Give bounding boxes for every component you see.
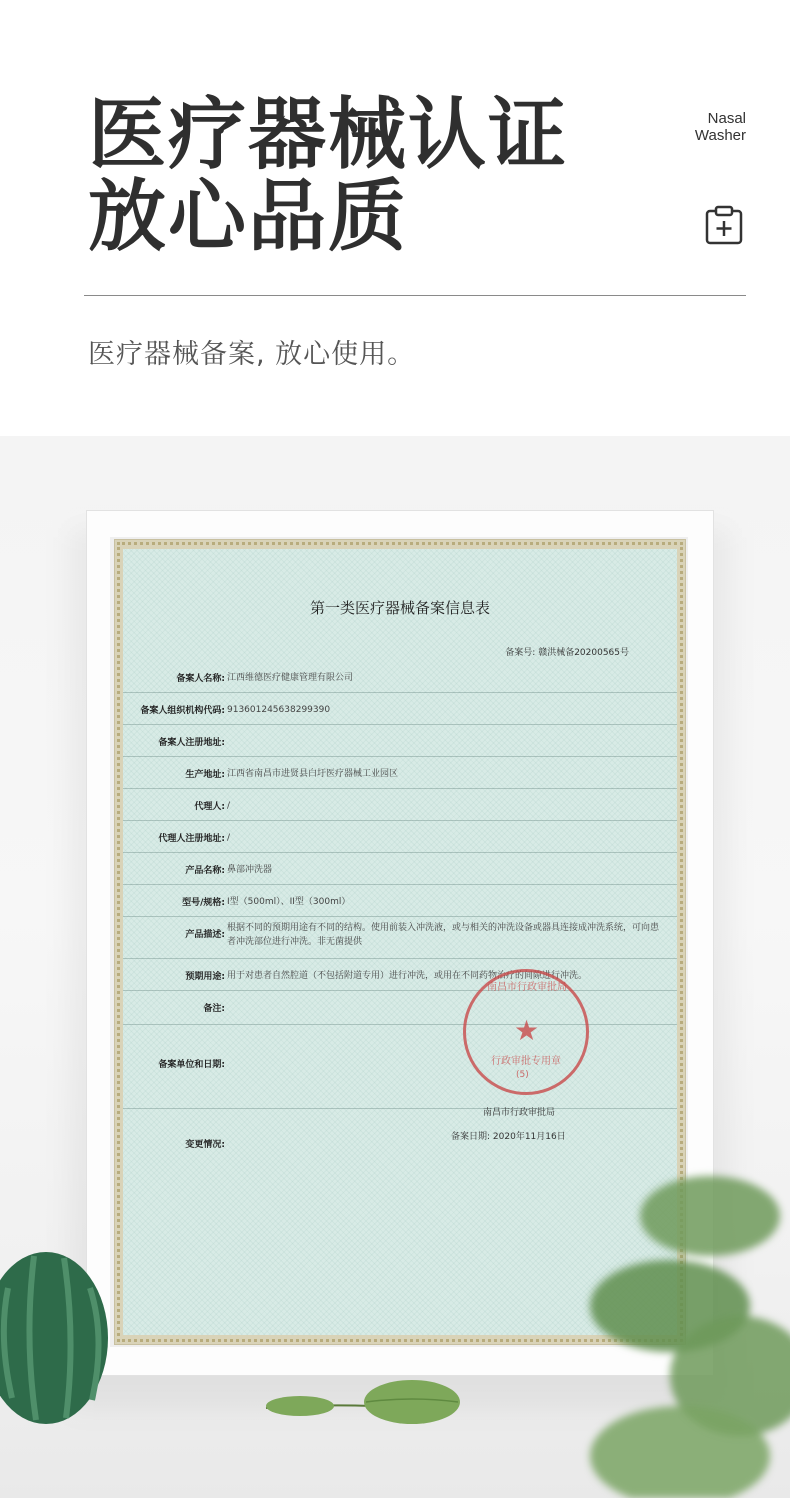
table-row [123,725,677,757]
page-title-line-1: 医疗器械认证 [88,90,569,180]
row-label: 生产地址: [185,770,225,780]
record-number-value: 赣洪械备20200565号 [538,648,629,658]
row-label: 变更情况: [185,1140,225,1150]
table-row [123,789,677,821]
row-label: 备案人组织机构代码: [140,706,225,716]
row-value: / [227,801,231,811]
row-label: 备案人名称: [176,674,225,684]
table-row [123,821,677,853]
row-value: I型（500ml）、II型（300ml） [227,897,351,907]
official-seal [463,969,589,1095]
seal-star-icon: ★ [514,1014,540,1047]
table-row [123,757,677,789]
table-row [123,959,677,991]
row-value: 913601245638299390 [227,705,331,715]
row-label: 产品名称: [185,866,225,876]
seal-bottom-text: 行政审批专用章 [491,1056,561,1067]
row-label: 备案单位和日期: [158,1060,225,1070]
page-title-line-2: 放心品质 [88,172,409,262]
certificate-title: 第一类医疗器械备案信息表 [309,599,490,617]
table-row [123,917,677,959]
row-label: 代理人: [194,802,225,812]
seal-number: (5) [516,1070,529,1080]
certificate-photo-scene [0,436,790,1498]
green-vase [0,1228,112,1424]
table-row [123,991,677,1025]
header-divider [84,295,746,296]
row-value: 江西维德医疗健康管理有限公司 [227,673,354,683]
table-row [123,661,677,693]
row-label: 备案人注册地址: [158,738,225,748]
record-number [505,645,629,658]
table-row [123,693,677,725]
table-row [123,885,677,917]
record-date-value: 2020年11月16日 [492,1132,566,1142]
row-label: 型号/规格: [182,898,225,908]
table-row [123,853,677,885]
record-date-label: 备案日期: [451,1132,491,1142]
row-value: / [227,833,231,843]
brand-name-line-1: Nasal [707,110,746,127]
row-value: 用于对患者自然腔道（不包括附道专用）进行冲洗，或用在不同药物治疗的间隙进行冲洗。 [227,971,588,981]
record-date [451,1129,566,1142]
row-label: 预期用途: [185,972,225,982]
table-row [123,1025,677,1109]
medical-clipboard-icon [704,204,744,246]
brand-name-line-2: Washer [694,127,746,144]
subtitle: 医疗器械备案, 放心使用。 [88,339,416,370]
row-label: 产品描述: [185,930,225,940]
approving-authority: 南昌市行政审批局 [483,1108,556,1118]
row-value: 根据不同的预期用途有不同的结构。使用前装入冲洗液，或与相关的冲洗设备或器具连接成冲洗系统，可向患者冲洗部位进行冲洗。非无菌提供 [227,923,660,947]
brand-name [695,110,746,144]
row-label: 备注: [203,1004,225,1014]
row-value: 江西省南昌市进贤县白圩医疗器械工业园区 [227,769,399,779]
seal-top-text: 南昌市行政审批局 [487,982,567,993]
row-value: 鼻部冲洗器 [227,865,273,875]
row-label: 代理人注册地址: [158,834,225,844]
leaf-on-table [262,1376,462,1434]
record-number-label: 备案号: [505,648,536,658]
blurred-plant [560,1156,790,1498]
